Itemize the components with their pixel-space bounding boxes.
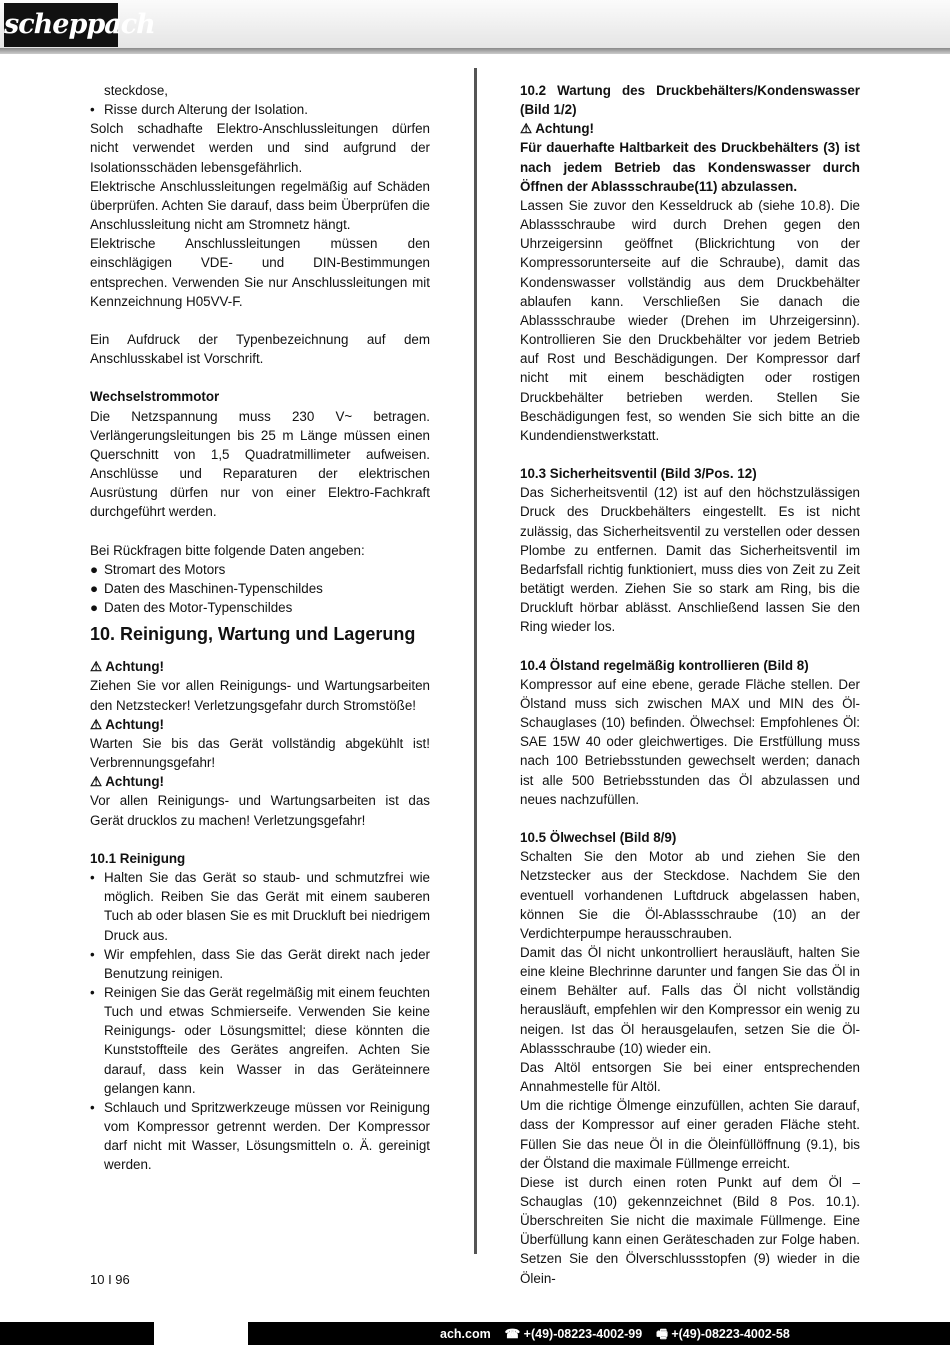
paragraph: Elektrische Anschlussleitungen regelmäßig auf Schäden überprüfen. Achten Sie darauf, dass beim Überprüfen die Anschlussleitung nicht am Stromnetz hängt. [90,178,430,233]
bullet: • [90,946,95,962]
paragraph: Elektrische Anschlussleitungen müssen den einschlägigen VDE- und DIN-Bestimmungen entsprechen. Verwenden Sie nur Anschlussleitungen mit Kennzeichnung H05VV-F. [90,236,430,309]
footer-white-block [154,1322,248,1345]
footer-phone: ☎ +(49)-08223-4002-99 [504,1327,643,1341]
section-heading: Wechselstrommotor [90,389,220,405]
paragraph: Bei Rückfragen bitte folgende Daten angeben: [90,542,365,558]
paragraph: Lassen Sie zuvor den Kesseldruck ab (siehe 10.8). Die Ablassschraube wird durch Drehen gegen den Uhrzeigersinn geöffnet (Blickrichtung von der Kompressorunterseite auf die Schraube), damit das Kondenswasser vollständig aus dem Druckbehälter ablaufen kann. Verschließen Sie danach die Ablassschraube wieder (Drehen im Uhrzeigersinn). Kontrollieren Sie den Druckbehälter vor jedem Betrieb auf Rost und Beschädigungen. Der Kompressor darf nicht mit einem beschädigten oder rostigen Druckbehälter betrieben werden. Stellen Sie Beschädigungen fest, so wenden Sie sich bitte an die Kundendienstwerkstatt. [520,197,860,443]
paragraph: Ziehen Sie vor allen Reinigungs- und Wartungsarbeiten den Netzstecker! Verletzungsgefahr durch Stromstöße! [90,678,430,713]
section-heading: 10.3 Sicherheitsventil (Bild 3/Pos. 12) [520,466,757,482]
list-item [90,945,430,983]
warning-label: ⚠ Achtung! [90,774,164,790]
list-item-text: Daten des Maschinen-Typenschildes [104,581,323,597]
list-item-text: Risse durch Alterung der Isolation. [104,102,308,118]
page-number: 10 I 96 [90,1272,130,1287]
list-item-text: Stromart des Motors [104,561,226,577]
bullet: ● [90,581,99,597]
paragraph: Die Netzspannung muss 230 V~ betragen. Verlängerungsleitungen bis 25 m Länge müssen einen Querschnitt von 1,5 Quadratmillimeter aufweisen. Anschlüsse und Reparaturen der elektrischen Ausrüstung dürfen nur von einer Elektro-Fachkraft durchgeführt werden. [90,408,430,520]
bold-notice: Für dauerhafte Haltbarkeit des Druckbehälters (3) ist nach jedem Betrieb das Kondenswasser durch Öffnen der Ablassschraube(11) abzulassen. [520,140,860,194]
right-column [520,81,860,1288]
list-item-text: Reinigen Sie das Gerät regelmäßig mit einem feuchten Tuch und etwas Schmierseife. Verwenden Sie keine Reinigungs- oder Lösungsmittel; diese könnten die Kunststoffteile des Gerätes angreifen. Achten Sie darauf, dass kein Wasser in das Geräteinnere gelangen kann. [104,984,431,1096]
footer-bar [0,1322,950,1345]
paragraph: Damit das Öl nicht unkontrolliert herausläuft, halten Sie eine kleine Blechrinne darunter und fangen Sie das Öl in einem Behälter auf. Falls das Öl nicht vollständig herausläuft, empfehlen wir den Kompressor ein wenig zu neigen. Ist das Öl herausgelaufen, setzen Sie die Öl-Ablassschraube (10) wieder ein. [520,944,860,1056]
bullet: ● [90,600,99,616]
paragraph: Schalten Sie den Motor ab und ziehen Sie den Netzstecker aus der Steckdose. Nachdem Sie den eventuell vorhandenen Luftdruck abgelassen haben, können Sie die Öl-Ablassschraube (10) an der Verdichterpumpe herausschrauben. [520,849,860,941]
bullet: ● [90,561,99,577]
paragraph: Das Sicherheitsventil (12) ist auf den höchstzulässigen Druck des Druckbehälters eingestellt. Es ist nicht zulässig, das Sicherheitsventil zu verstellen oder dessen Plombe zu entfernen. Damit das Sicherheitsventil im Bedarfsfall richtig funktioniert, muss dies von Zeit zu Zeit betätigt werden. Ziehen Sie so stark am Ring, bis die Druckluft hörbar ablässt. Anschließend lassen Sie den Ring wieder los. [520,485,860,635]
list-item-text: Wir empfehlen, dass Sie das Gerät direkt nach jeder Benutzung reinigen. [104,946,430,981]
bullet: • [90,870,95,886]
warning-label: ⚠ Achtung! [520,121,594,137]
column-divider [474,68,477,1254]
paragraph: Das Altöl entsorgen Sie bei einer entsprechenden Annahmestelle für Altöl. [520,1059,860,1095]
list-item-text: Daten des Motor-Typenschildes [104,600,293,616]
section-heading: 10.2 Wartung des Druckbehälters/Kondenswasser (Bild 1/2) [520,83,860,118]
chapter-heading: 10. Reinigung, Wartung und Lagerung [90,624,416,645]
list-item-text: Halten Sie das Gerät so staub- und schmutzfrei wie möglich. Reiben Sie das Gerät mit einem sauberen Tuch ab oder blasen Sie es mit Druckluft bei niedrigem Druck aus. [104,870,430,943]
warning-label: ⚠ Achtung! [90,716,164,732]
paragraph: Solch schadhafte Elektro-Anschlussleitungen dürfen nicht verwendet werden und sind aufgrund der Isolationsschäden lebensgefährlich. [90,121,430,175]
footer-contact [440,1325,790,1346]
list-item [90,579,430,598]
list-item [90,868,430,945]
section-heading: 10.5 Ölwechsel (Bild 8/9) [520,830,677,846]
list-item [90,1098,430,1175]
footer-fax: 🖷 +(49)-08223-4002-58 [656,1327,790,1341]
list-item [90,100,430,119]
warning-label: ⚠ Achtung! [90,659,164,675]
paragraph: Um die richtige Ölmenge einzufüllen, achten Sie darauf, dass der Kompressor auf einer geraden Fläche steht. Füllen Sie das neue Öl in die Öleinfüllöffnung (9.1), bis der Ölstand die maximale Füllmenge erreicht. [520,1098,860,1171]
list-item [90,560,430,579]
header-divider [0,48,950,54]
list-item [90,598,430,617]
list-item [90,983,430,1098]
paragraph: Kompressor auf eine ebene, gerade Fläche stellen. Der Ölstand muss sich zwischen MAX und MIN des Öl-Schauglases (10) befinden. Ölwechsel: Empfohlenes Öl: SAE 15W 40 oder gleichwertiges. Die Erstfüllung muss nach 100 Betriebsstunden gewechselt werden; danach ist alle 500 Betriebsstunden das Öl abzulassen und neues nachzufüllen. [520,676,860,807]
bullet: • [90,1099,95,1115]
paragraph: Ein Aufdruck der Typenbezeichnung auf dem Anschlusskabel ist Vorschrift. [90,332,430,367]
list-item-text: Schlauch und Spritzwerkzeuge müssen vor Reinigung vom Kompressor getrennt werden. Der Kompressor darf nicht mit Wasser, Lösungsmitteln o. Ä. gereinigt werden. [104,1099,430,1173]
section-heading: 10.4 Ölstand regelmäßig kontrollieren (Bild 8) [520,657,809,673]
left-column [90,81,430,1175]
paragraph: Diese ist durch einen roten Punkt auf dem Öl – Schauglas (10) gekennzeichnet (Bild 8 Pos. 10.1). Überschreiten Sie nicht die maximale Füllmenge. Eine Überfüllung kann einen Geräteschaden zur Folge haben. Setzen Sie den Ölverschlussstopfen (9) wieder in die Ölein- [520,1174,860,1286]
bullet: • [90,102,95,118]
paragraph: Vor allen Reinigungs- und Wartungsarbeiten ist das Gerät drucklos zu machen! Verletzungsgefahr! [90,793,430,828]
brand-logo: scheppach [4,3,118,47]
paragraph: Warten Sie bis das Gerät vollständig abgekühlt ist! Verbrennungsgefahr! [90,735,430,771]
section-heading: 10.1 Reinigung [90,850,186,866]
bullet: • [90,984,95,1000]
paragraph: steckdose, [104,83,169,98]
footer-web: ach.com [440,1327,491,1341]
